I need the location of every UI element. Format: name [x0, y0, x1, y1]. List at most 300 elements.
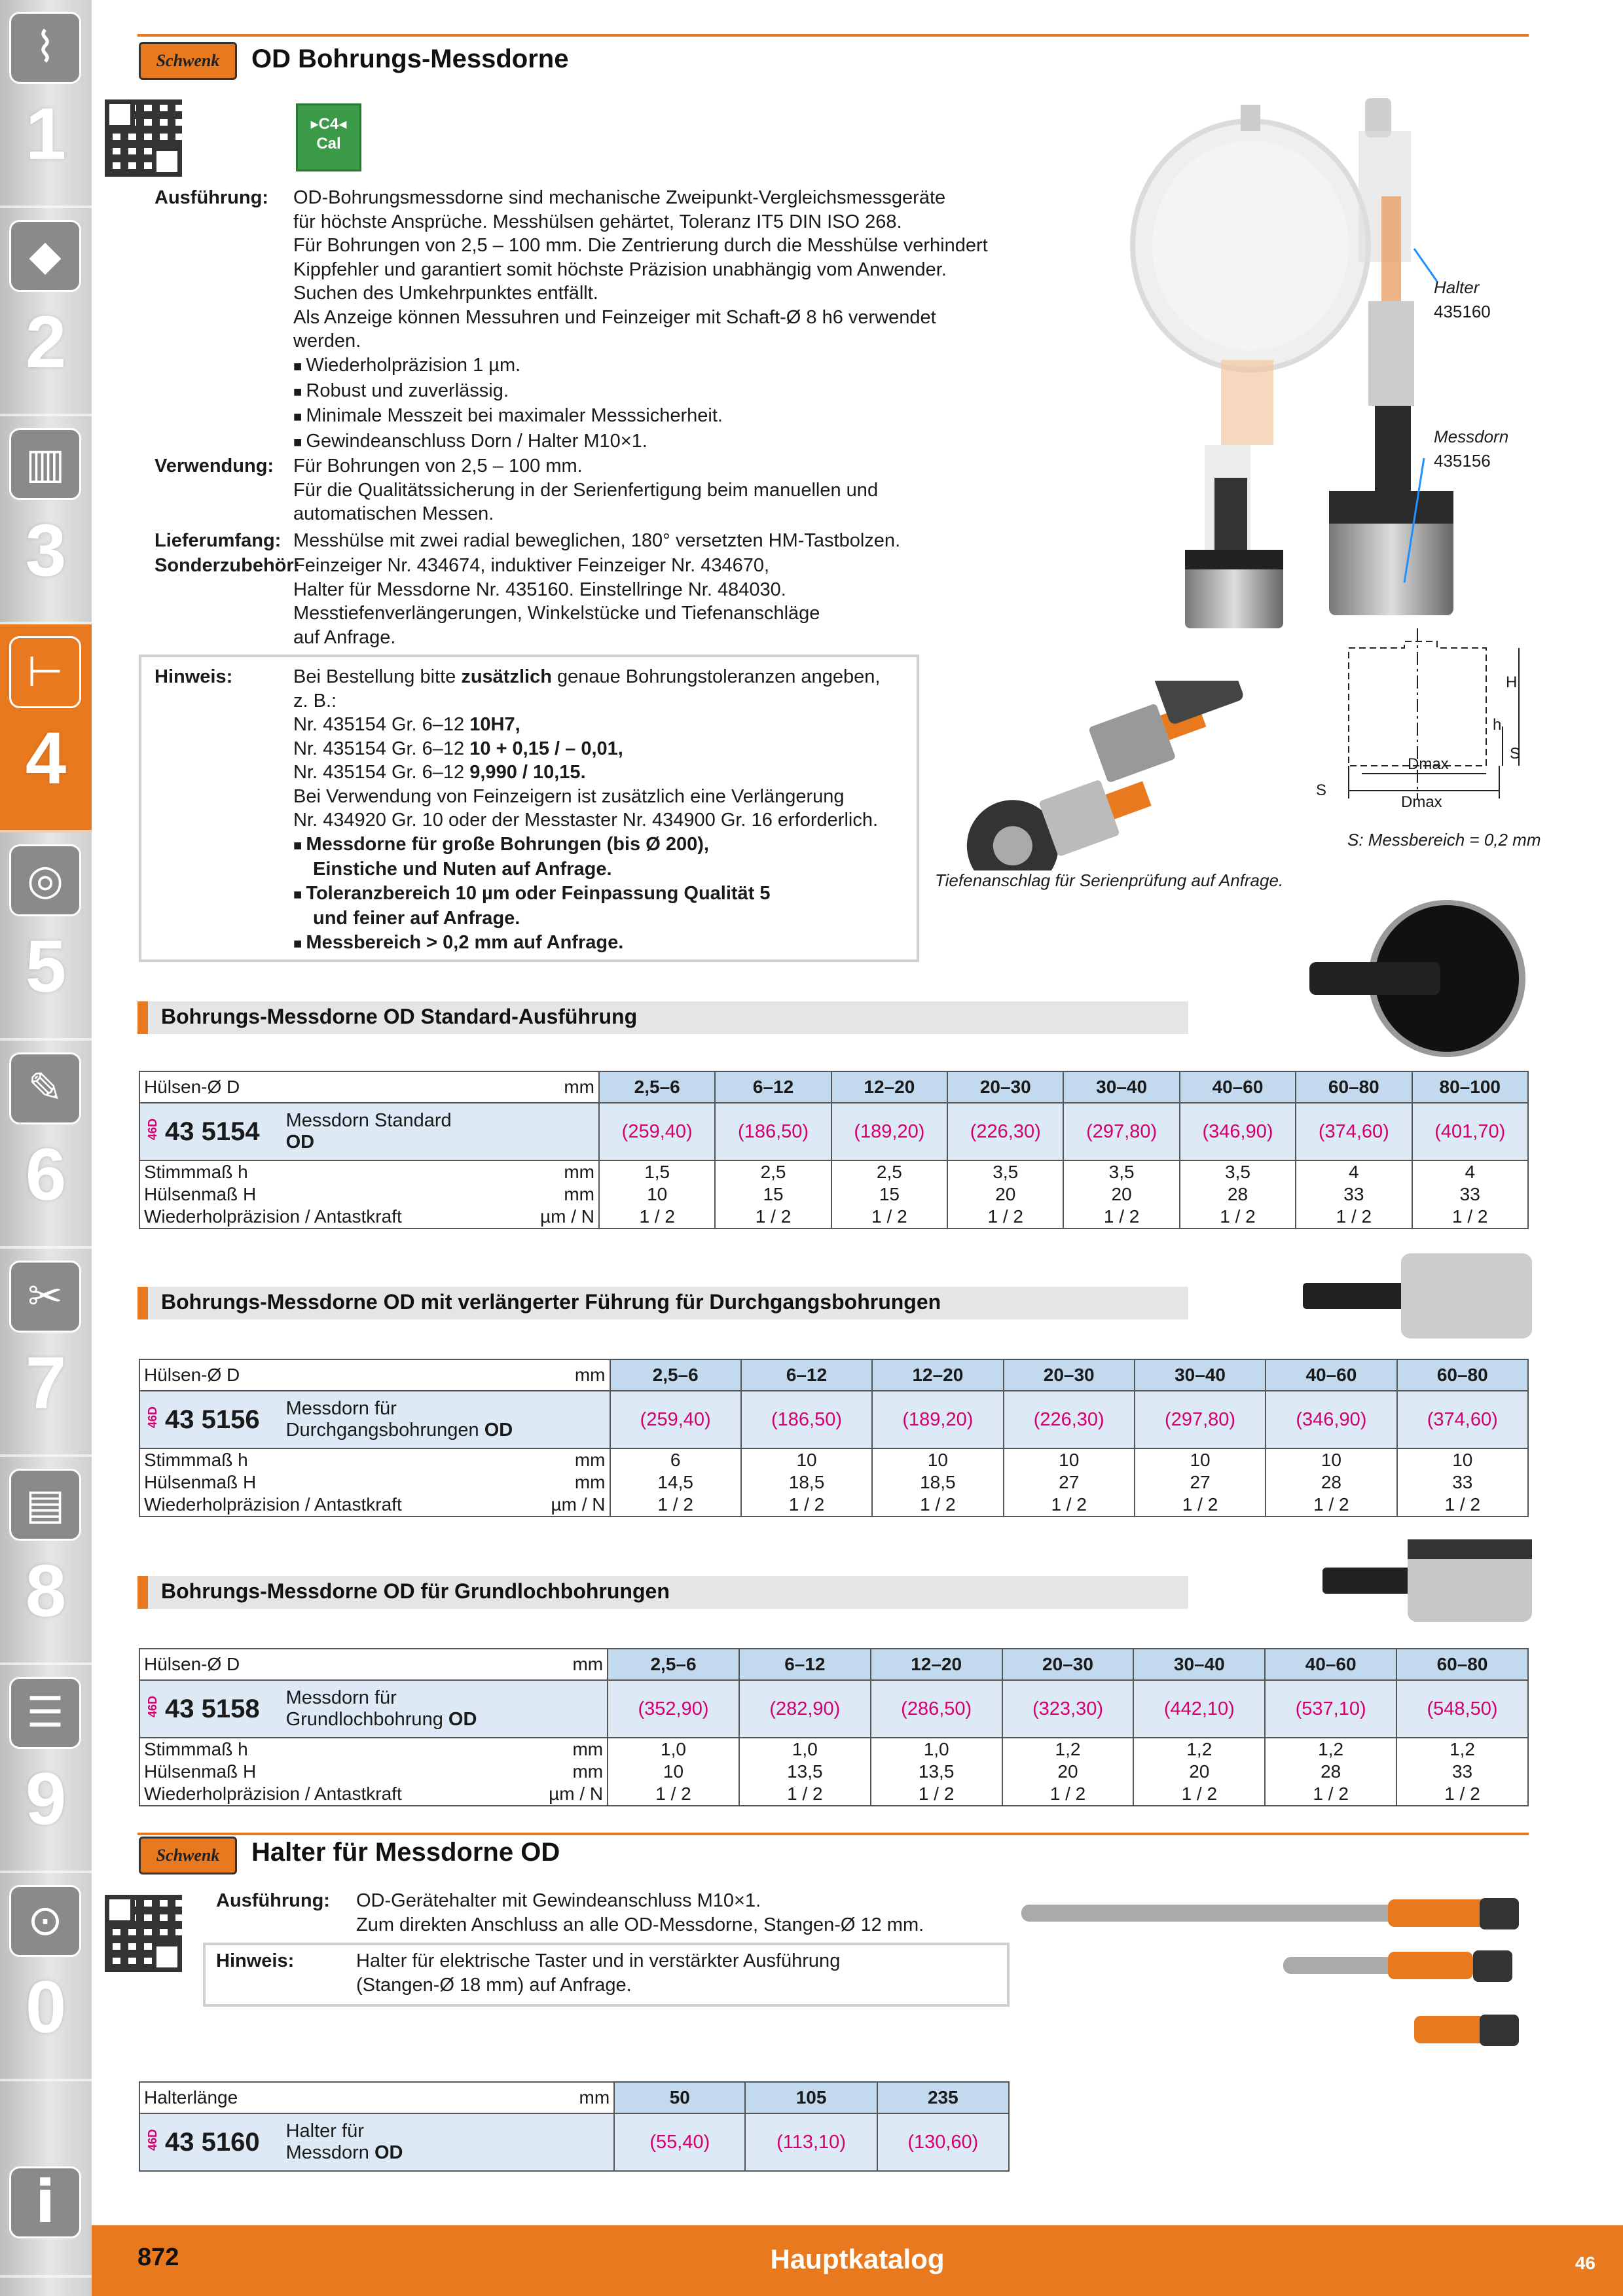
row-label-cell: [139, 1738, 608, 1761]
size-header: 2,5–6: [599, 1071, 715, 1103]
ausfuehrung-line: für höchste Ansprüche. Messhülsen gehärtet, Toleranz IT5 DIN ISO 268.: [293, 211, 902, 232]
value-cell: 1 / 2: [871, 1783, 1002, 1806]
value-cell: 1 / 2: [1004, 1494, 1135, 1516]
brand-logo-2: Schwenk: [139, 1837, 237, 1874]
size-header: 30–40: [1135, 1359, 1266, 1391]
price-cell: (130,60): [877, 2113, 1009, 2171]
chapter-tab-5[interactable]: [0, 833, 92, 1041]
value-cell: 1 / 2: [1397, 1494, 1528, 1516]
article-cell: [139, 1103, 599, 1160]
value-cell: 1,2: [1002, 1738, 1134, 1761]
value-cell: 1,5: [599, 1160, 715, 1183]
size-header: 6–12: [715, 1071, 831, 1103]
value-cell: 28: [1266, 1471, 1396, 1494]
size-header: 60–80: [1397, 1359, 1528, 1391]
price-cell: (186,50): [715, 1103, 831, 1160]
footer: [92, 2225, 1623, 2296]
section-accent: [137, 1001, 148, 1034]
ausfuehrung-label: Ausführung:: [155, 187, 268, 208]
desc-od: OD: [285, 1132, 315, 1153]
price-cell: (442,10): [1133, 1680, 1265, 1738]
table-row: [139, 1206, 1528, 1229]
size-header: 6–12: [741, 1359, 872, 1391]
value-cell: 1 / 2: [1412, 1206, 1528, 1229]
value-cell: 10: [1266, 1448, 1396, 1471]
chapter-tab-8[interactable]: [0, 1457, 92, 1665]
size-header: 235: [877, 2082, 1009, 2113]
article-row[interactable]: [139, 1391, 1528, 1448]
info-icon: i: [9, 2166, 81, 2238]
desc-pre: Durchgangsbohrungen: [285, 1420, 484, 1441]
chapter-tab-6[interactable]: [0, 1041, 92, 1249]
ausfuehrung-line: Für Bohrungen von 2,5 – 100 mm. Die Zentrierung durch die Messhülse verhindert: [293, 235, 988, 256]
chapter-tab-4[interactable]: [0, 624, 92, 833]
pliers-icon: ✂: [9, 1261, 81, 1333]
value-cell: 1 / 2: [1265, 1783, 1396, 1806]
feature-bullet: ■ Gewindeanschluss Dorn / Halter M10×1.: [293, 429, 723, 455]
row-label: Wiederholpräzision / Antastkraft: [144, 1206, 402, 1227]
header-label: Hülsen-Ø D: [144, 1365, 240, 1385]
chapter-number: 2: [25, 301, 67, 383]
article-number: 43 5160: [165, 2128, 260, 2157]
s2-ausfuehrung-line: OD-Gerätehalter mit Gewindeanschluss M10×1.: [356, 1890, 761, 1911]
header-unit: mm: [564, 1077, 594, 1097]
halter-price-table: [139, 2081, 1010, 2172]
desc-pre: Grundlochbohrung: [285, 1709, 448, 1730]
cabinet-icon: ☰: [9, 1677, 81, 1749]
chapter-tab-9[interactable]: [0, 1665, 92, 1873]
chapter-tab-2[interactable]: [0, 208, 92, 416]
price-cell: (186,50): [741, 1391, 872, 1448]
feature-list: [293, 353, 723, 454]
verwendung-text: [293, 454, 878, 526]
value-cell: 3,5: [1180, 1160, 1296, 1183]
value-cell: 18,5: [741, 1471, 872, 1494]
size-header: 20–30: [1002, 1649, 1134, 1680]
chapter-number: 3: [25, 509, 67, 591]
badge-top-text: ▸C4◂: [310, 115, 347, 133]
sonderzubehoer-line: Feinzeiger Nr. 434674, induktiver Feinzeiger Nr. 434670,: [293, 555, 770, 576]
article-description: [286, 2121, 403, 2164]
ausfuehrung-line: Als Anzeige können Messuhren und Feinzeiger mit Schaft-Ø 8 h6 verwendet: [293, 306, 936, 328]
value-cell: 1 / 2: [741, 1494, 872, 1516]
value-cell: 2,5: [831, 1160, 947, 1183]
table-row: [139, 1471, 1528, 1494]
saw-icon: ◎: [9, 844, 81, 916]
value-cell: 1 / 2: [831, 1206, 947, 1229]
row-label: Stimmmaß h: [144, 1450, 248, 1470]
value-cell: 6: [610, 1448, 741, 1471]
drill-icon: ⌇: [9, 12, 81, 84]
h-small-label: h: [1493, 716, 1502, 734]
price-cell: (113,10): [745, 2113, 877, 2171]
row-unit: mm: [564, 1162, 594, 1182]
article-row[interactable]: [139, 1103, 1528, 1160]
value-cell: 33: [1396, 1761, 1528, 1783]
value-cell: 10: [872, 1448, 1003, 1471]
row-label-cell: [139, 1206, 599, 1229]
size-header: 20–30: [1004, 1359, 1135, 1391]
example2-tol: 10 + 0,15 / – 0,01,: [469, 738, 623, 759]
desc-line1: Halter für: [285, 2121, 364, 2142]
section-accent: [137, 1576, 148, 1609]
messdorn-label: Messdorn: [1434, 427, 1509, 446]
article-cell: [139, 1391, 610, 1448]
value-cell: 10: [599, 1183, 715, 1206]
size-header: 12–20: [871, 1649, 1002, 1680]
messdorn-durchgang-photo: [1303, 1250, 1539, 1342]
value-cell: 1 / 2: [739, 1783, 871, 1806]
messdorn-standard-photo: [1283, 897, 1532, 1060]
halter-number: 435160: [1434, 302, 1491, 321]
feature-bullet: ■ Minimale Messzeit bei maximaler Messsicherheit.: [293, 404, 723, 429]
example1-tol: 10H7,: [469, 714, 520, 735]
value-cell: 1 / 2: [610, 1494, 741, 1516]
value-cell: 1 / 2: [599, 1206, 715, 1229]
depth-stop-photo: [936, 681, 1303, 870]
ausfuehrung-line: OD-Bohrungsmessdorne sind mechanische Zweipunkt-Vergleichsmessgeräte: [293, 187, 946, 208]
value-cell: 27: [1135, 1471, 1266, 1494]
chapter-tab-7[interactable]: [0, 1249, 92, 1457]
row-unit: mm: [574, 1472, 606, 1492]
qr-code-icon-2[interactable]: [105, 1895, 182, 1972]
verwendung-line: automatischen Messen.: [293, 503, 494, 524]
size-header: 12–20: [872, 1359, 1003, 1391]
value-cell: 1,2: [1265, 1738, 1396, 1761]
desc-line1: Messdorn Standard: [285, 1110, 452, 1131]
chapter-tab-0[interactable]: [0, 1873, 92, 2081]
value-cell: 1 / 2: [1133, 1783, 1265, 1806]
chapter-number: 6: [25, 1134, 67, 1215]
header-unit: mm: [579, 2087, 610, 2108]
verwendung-line: Für die Qualitätssicherung in der Serienfertigung beim manuellen und: [293, 479, 879, 501]
section-title: OD Bohrungs-Messdorne: [251, 45, 569, 73]
value-cell: 1 / 2: [608, 1783, 739, 1806]
value-cell: 10: [608, 1761, 739, 1783]
price-cell: (259,40): [599, 1103, 715, 1160]
hinweis-label: Hinweis:: [155, 666, 233, 687]
sonderzubehoer-line: Halter für Messdorne Nr. 435160. Einstellringe Nr. 484030.: [293, 579, 786, 600]
value-cell: 3,5: [947, 1160, 1063, 1183]
badge-bottom-text: Cal: [316, 135, 341, 152]
value-cell: 20: [947, 1183, 1063, 1206]
table-title: Bohrungs-Messdorne OD für Grundlochbohrungen: [161, 1579, 670, 1603]
size-header: 40–60: [1266, 1359, 1396, 1391]
table-row: [139, 1183, 1528, 1206]
dial-gauge-photo: [1106, 85, 1473, 648]
table-row: [139, 1494, 1528, 1516]
product-table-1: [139, 1071, 1529, 1229]
qr-code-icon[interactable]: [105, 99, 182, 177]
depth-stop-caption: Tiefenanschlag für Serienprüfung auf Anfrage.: [935, 870, 1284, 890]
verwendung-label: Verwendung:: [155, 456, 274, 476]
row-label: Stimmmaß h: [144, 1739, 248, 1759]
insert-icon: ◆: [9, 220, 81, 292]
lieferumfang-text: Messhülse mit zwei radial beweglichen, 180° versetzten HM-Tastbolzen.: [293, 530, 901, 551]
feature-bullet: ■ Robust und zuverlässig.: [293, 379, 723, 404]
catalog-title: Hauptkatalog: [770, 2244, 945, 2274]
article-number: 43 5154: [165, 1117, 260, 1146]
chapter-number: 9: [25, 1758, 67, 1840]
size-header: 80–100: [1412, 1071, 1528, 1103]
size-header: 60–80: [1296, 1071, 1412, 1103]
sonderzubehoer-text: [293, 554, 820, 649]
messdorn-number: 435156: [1434, 451, 1491, 471]
h-big-label: H: [1506, 673, 1518, 691]
value-cell: 2,5: [715, 1160, 831, 1183]
value-cell: 20: [1002, 1761, 1134, 1783]
caliper-icon: ⊢: [9, 636, 81, 708]
s2-hinweis-line: Halter für elektrische Taster und in verstärkter Ausführung: [356, 1950, 841, 1971]
row-unit: µm / N: [549, 1784, 604, 1804]
price-cell: (282,90): [739, 1680, 871, 1738]
row-label-cell: [139, 1160, 599, 1183]
sonderzubehoer-label: Sonderzubehör:: [155, 555, 301, 576]
verwendung-line: Für Bohrungen von 2,5 – 100 mm.: [293, 456, 583, 476]
row-label: Hülsenmaß H: [144, 1472, 257, 1492]
value-cell: 28: [1180, 1183, 1296, 1206]
hinweis-bullet1-cont: Einstiche und Nuten auf Anfrage.: [313, 859, 612, 880]
hinweis-bullet2: ■ Toleranzbereich 10 µm oder Feinpassung Qualität 5: [293, 882, 880, 907]
header-unit: mm: [572, 1654, 604, 1674]
s2-hinweis-text: [356, 1949, 840, 1997]
example3-tol: 9,990 / 10,15.: [469, 762, 586, 783]
size-header: 30–40: [1063, 1071, 1179, 1103]
price-cell: (297,80): [1063, 1103, 1179, 1160]
price-cell: (323,30): [1002, 1680, 1134, 1738]
toolcase-icon: ▤: [9, 1469, 81, 1541]
size-header: 60–80: [1396, 1649, 1528, 1680]
article-code: 46D: [146, 1118, 159, 1140]
feature-bullet: ■ Wiederholpräzision 1 µm.: [293, 353, 723, 379]
value-cell: 4: [1412, 1160, 1528, 1183]
header-unit: mm: [574, 1365, 606, 1385]
row-label-cell: [139, 1448, 610, 1471]
row-unit: mm: [574, 1450, 606, 1470]
price-cell: (548,50): [1396, 1680, 1528, 1738]
header-label-cell: [139, 1649, 608, 1680]
chapter-number: 4: [25, 717, 67, 799]
article-row[interactable]: [139, 1680, 1528, 1738]
size-header: 6–12: [739, 1649, 871, 1680]
hinweis-line4: Nr. 434920 Gr. 10 oder der Messtaster Nr. 434900 Gr. 16 erforderlich.: [293, 810, 879, 831]
row-label-cell: [139, 1471, 610, 1494]
header-label: Halterlänge: [144, 2087, 238, 2108]
value-cell: 1 / 2: [715, 1206, 831, 1229]
chapter-number: 7: [25, 1342, 67, 1424]
price-cell: (189,20): [872, 1391, 1003, 1448]
value-cell: 15: [715, 1183, 831, 1206]
article-number: 43 5156: [165, 1405, 260, 1434]
value-cell: 1,0: [608, 1738, 739, 1761]
ausfuehrung-line: Kippfehler und garantiert somit höchste Präzision unabhängig vom Anwender.: [293, 259, 947, 280]
s2-hinweis-label: Hinweis:: [216, 1950, 295, 1971]
price-cell: (286,50): [871, 1680, 1002, 1738]
value-cell: 33: [1296, 1183, 1412, 1206]
s-label-right: S: [1510, 745, 1521, 762]
table-section-title: [137, 1287, 1188, 1319]
value-cell: 18,5: [872, 1471, 1003, 1494]
article-description: [286, 1110, 452, 1153]
example2: Nr. 435154 Gr. 6–12: [293, 738, 470, 759]
size-header: 20–30: [947, 1071, 1063, 1103]
article-cell: [139, 2113, 614, 2171]
size-header: 2,5–6: [610, 1359, 741, 1391]
halter-photo: [1021, 1892, 1545, 2062]
price-cell: (189,20): [831, 1103, 947, 1160]
page-number: 872: [137, 2244, 179, 2271]
row-label-cell: [139, 1183, 599, 1206]
chuck-icon: ▥: [9, 428, 81, 500]
size-header: 12–20: [831, 1071, 947, 1103]
ausfuehrung-text: [293, 186, 988, 353]
row-label: Wiederholpräzision / Antastkraft: [144, 1784, 402, 1804]
header-label-cell: [139, 2082, 614, 2113]
row-unit: µm / N: [551, 1494, 606, 1515]
chapter-tab-3[interactable]: [0, 416, 92, 624]
dmax-label-1: Dmax: [1408, 755, 1449, 773]
desc-line1: Messdorn für: [285, 1398, 397, 1419]
desc-line2: [286, 1709, 477, 1731]
footer-right-number: 46: [1575, 2253, 1596, 2273]
value-cell: 1 / 2: [1002, 1783, 1134, 1806]
row-label: Hülsenmaß H: [144, 1761, 257, 1782]
value-cell: 15: [831, 1183, 947, 1206]
chapter-number: 1: [25, 93, 67, 175]
wrench-icon: ✎: [9, 1052, 81, 1124]
value-cell: 10: [1397, 1448, 1528, 1471]
price-cell: (537,10): [1265, 1680, 1396, 1738]
value-cell: 1 / 2: [1396, 1783, 1528, 1806]
dimension-diagram: [1303, 628, 1552, 818]
row-unit: µm / N: [539, 1206, 594, 1227]
row-label-cell: [139, 1761, 608, 1783]
price-cell: (297,80): [1135, 1391, 1266, 1448]
hinweis-bullet1: ■ Messdorne für große Bohrungen (bis Ø 200),: [293, 833, 880, 858]
article-description: [286, 1687, 477, 1731]
value-cell: 1 / 2: [1296, 1206, 1412, 1229]
article-code: 46D: [146, 2128, 159, 2151]
value-cell: 1,0: [739, 1738, 871, 1761]
ausfuehrung-line: Suchen des Umkehrpunktes entfällt.: [293, 283, 598, 304]
value-cell: 20: [1133, 1761, 1265, 1783]
header-label: Hülsen-Ø D: [144, 1077, 240, 1097]
s2-hinweis-line: (Stangen-Ø 18 mm) auf Anfrage.: [356, 1974, 632, 1996]
hinweis-bullet2-cont: und feiner auf Anfrage.: [313, 908, 520, 929]
desc-line1: Messdorn für: [285, 1687, 397, 1708]
price-cell: (374,60): [1296, 1103, 1412, 1160]
value-cell: 33: [1412, 1183, 1528, 1206]
chapter-tab-i[interactable]: [0, 2081, 92, 2278]
value-cell: 28: [1265, 1761, 1396, 1783]
price-cell: (226,30): [947, 1103, 1063, 1160]
value-cell: 1,0: [871, 1738, 1002, 1761]
value-cell: 10: [1004, 1448, 1135, 1471]
hinweis-emph: zusätzlich: [461, 666, 552, 687]
size-header: 30–40: [1133, 1649, 1265, 1680]
article-code: 46D: [146, 1406, 159, 1428]
s2-ausfuehrung-text: [356, 1889, 924, 1937]
value-cell: 1 / 2: [1063, 1206, 1179, 1229]
value-cell: 13,5: [739, 1761, 871, 1783]
header-rule-2: [137, 1833, 1529, 1835]
table-section-title: [137, 1576, 1188, 1609]
sonderzubehoer-line: auf Anfrage.: [293, 626, 396, 648]
hinweis-line1-end: genaue Bohrungstoleranzen angeben,: [551, 666, 881, 687]
diagram-caption: S: Messbereich = 0,2 mm: [1347, 830, 1541, 850]
size-header: 40–60: [1265, 1649, 1396, 1680]
row-label: Stimmmaß h: [144, 1162, 248, 1182]
value-cell: 1 / 2: [1180, 1206, 1296, 1229]
halter-label: Halter: [1434, 278, 1480, 297]
table-row: [139, 1761, 1528, 1783]
article-row[interactable]: [139, 2113, 1009, 2171]
chapter-number: 0: [25, 1966, 67, 2048]
row-label-cell: [139, 1783, 608, 1806]
value-cell: 20: [1063, 1183, 1179, 1206]
row-unit: mm: [572, 1761, 604, 1782]
table-title: Bohrungs-Messdorne OD mit verlängerter Führung für Durchgangsbohrungen: [161, 1290, 941, 1314]
value-cell: 4: [1296, 1160, 1412, 1183]
value-cell: 3,5: [1063, 1160, 1179, 1183]
s2-ausfuehrung-label: Ausführung:: [216, 1890, 330, 1911]
hinweis-text: [293, 665, 880, 956]
s-label-left: S: [1316, 781, 1327, 799]
value-cell: 14,5: [610, 1471, 741, 1494]
desc-pre: Messdorn: [285, 2142, 374, 2163]
article-description: [286, 1398, 513, 1441]
row-label: Hülsenmaß H: [144, 1184, 257, 1204]
table-row: [139, 1783, 1528, 1806]
price-cell: (352,90): [608, 1680, 739, 1738]
messdorn-grundloch-photo: [1322, 1538, 1539, 1623]
sonderzubehoer-line: Messtiefenverlängerungen, Winkelstücke und Tiefenanschläge: [293, 603, 820, 624]
price-cell: (226,30): [1004, 1391, 1135, 1448]
price-cell: (374,60): [1397, 1391, 1528, 1448]
chapter-tab-1[interactable]: [0, 0, 92, 208]
table-section-title: [137, 1001, 1188, 1034]
header-label-cell: [139, 1071, 599, 1103]
value-cell: 1,2: [1133, 1738, 1265, 1761]
row-unit: mm: [572, 1739, 604, 1759]
article-cell: [139, 1680, 608, 1738]
price-cell: (55,40): [614, 2113, 745, 2171]
desc-line2: [286, 2142, 403, 2164]
hinweis-line1: Bei Bestellung bitte: [293, 666, 462, 687]
ausfuehrung-line: werden.: [293, 331, 361, 351]
chapter-sidebar: [0, 0, 92, 2296]
row-label: Wiederholpräzision / Antastkraft: [144, 1494, 402, 1515]
value-cell: 27: [1004, 1471, 1135, 1494]
section-accent: [137, 1287, 148, 1319]
value-cell: 1 / 2: [947, 1206, 1063, 1229]
dmax-label-2: Dmax: [1401, 793, 1442, 811]
desc-od: OD: [448, 1709, 477, 1730]
size-header: 2,5–6: [608, 1649, 739, 1680]
lieferumfang-label: Lieferumfang:: [155, 530, 282, 551]
value-cell: 10: [1135, 1448, 1266, 1471]
s2-ausfuehrung-line: Zum direkten Anschluss an alle OD-Messdorne, Stangen-Ø 12 mm.: [356, 1914, 924, 1935]
value-cell: 13,5: [871, 1761, 1002, 1783]
hinweis-bullet3: ■ Messbereich > 0,2 mm auf Anfrage.: [293, 931, 880, 956]
table-row: [139, 1738, 1528, 1761]
value-cell: 33: [1397, 1471, 1528, 1494]
price-cell: (346,90): [1266, 1391, 1396, 1448]
product-table-3: [139, 1648, 1529, 1806]
brand-logo: Schwenk: [139, 42, 237, 80]
article-code: 46D: [146, 1695, 159, 1717]
price-cell: (259,40): [610, 1391, 741, 1448]
